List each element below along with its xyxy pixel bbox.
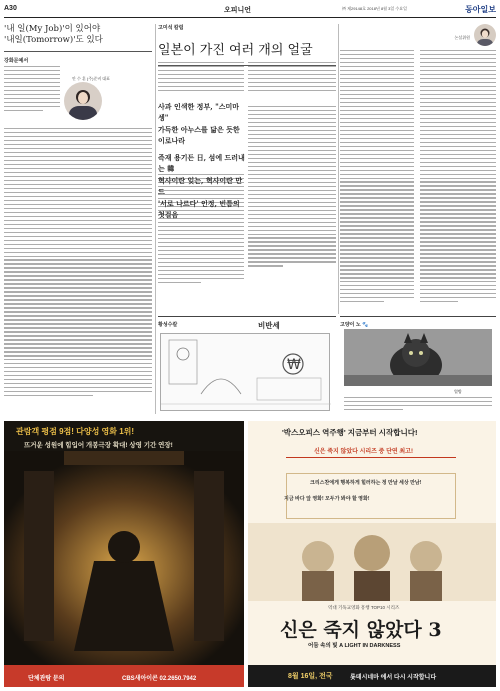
photo-block (340, 316, 496, 414)
issue-date: ㈜ 제29148호 2018년 8월 3일 수요일 (342, 6, 407, 11)
column-title-line1: '내 일(My Job)'이 있어야 (4, 24, 101, 34)
cartoon-category: 황성수칼 (158, 322, 178, 328)
ad-release-cinema: 롯데시네마 에서 다시 시작합니다 (350, 675, 437, 681)
author-meta: 안 수 훈 (주)준비 대표 (72, 76, 111, 81)
ad-right-line4: 지금 바다 앞 영화! 모두가 봐야 할 영화! (284, 496, 370, 502)
body-text-a (4, 66, 60, 124)
column-title-line2: '내일(Tomorrow)'도 있다 (4, 35, 103, 45)
body-text-g (340, 50, 414, 310)
body-text-d (248, 62, 336, 100)
body-text-c (158, 62, 244, 100)
ad-headline: 관람객 평점 9점! 다양성 영화 1위! (16, 427, 135, 436)
ad-divider (286, 457, 456, 458)
quote-line: 혁사이란 잊는, 혁사이란 만드 (158, 176, 243, 196)
photo-category: 고양이 노 🐾 (340, 322, 369, 328)
column-separator (338, 24, 339, 314)
column-category: 고미석 칼럼 (158, 25, 184, 31)
pull-quote (158, 101, 248, 221)
ad-right-tagline: 신은 죽지 않았다 시리즈 중 단연 최고! (314, 449, 413, 455)
ad-contact-number: CBS새아이콘 02.2650.7942 (122, 676, 197, 682)
quote-line: '서로 나르다' 인정, 빈틈의 첫걸음 (158, 199, 240, 219)
svg-text:₩: ₩ (287, 357, 301, 373)
column-separator (155, 24, 156, 414)
ad-right-series: 역대 기독교영화 흥행 TOP10 시리즈 (328, 605, 400, 610)
left-column (4, 24, 152, 420)
title-divider (4, 51, 152, 52)
ad-release-date: 8월 16일, 전국 (288, 673, 333, 680)
page-number: A30 (4, 5, 17, 12)
author-photo (64, 82, 102, 120)
ad-movie-title: 신은 죽지 않았다 3 (280, 619, 442, 641)
author-photo-right (474, 24, 496, 46)
cartoon-illustration (160, 333, 330, 411)
quote-line: 사과 인색한 정부, "스미마셍" (158, 102, 240, 122)
body-text-b (4, 128, 152, 412)
photo-caption: 열방 (454, 389, 462, 394)
section-title: 오피니언 (224, 7, 252, 14)
ad-subheadline: 뜨거운 성원에 힘입어 개봉극장 확대! 상영 기간 연장! (24, 442, 173, 449)
quote-line: 즉재 용기든 日, 섬에 드러내는 韓 (158, 153, 245, 173)
ad-movie-subtitle: 어둠 속의 빛 A LIGHT IN DARKNESS (308, 643, 401, 649)
cartoon-title: 비반세 (258, 321, 280, 330)
right-column (340, 24, 496, 314)
author-meta-right: 논설위원 (454, 35, 470, 40)
photo-description (344, 397, 492, 413)
body-text-h (420, 50, 496, 310)
ad-right-headline: '박스오피스 역주행' 지금부터 시작합니다! (282, 428, 418, 437)
movie-ad-right (248, 421, 496, 687)
cat-photo (344, 329, 492, 386)
cartoon-block (158, 316, 336, 414)
ad-right-line3: 크리스찬에게 행복하게 힐러하는 정 만날 세상 만남! (310, 480, 422, 486)
movie-ad-left (4, 421, 244, 687)
quote-line: 가득한 아누스를 닮은 듯한 이로나라 (158, 125, 240, 145)
column-byline: 강화문예서 (4, 57, 29, 64)
ad-contact-label: 단체관람 문의 (28, 676, 65, 682)
body-text-f (248, 106, 336, 310)
main-headline: 일본이 가진 여러 개의 얼굴 (158, 43, 313, 58)
ad-poster-image (4, 451, 244, 665)
newspaper-logo: 동아일보 (465, 5, 496, 14)
ad-right-poster (248, 523, 496, 601)
page-header (4, 4, 496, 18)
